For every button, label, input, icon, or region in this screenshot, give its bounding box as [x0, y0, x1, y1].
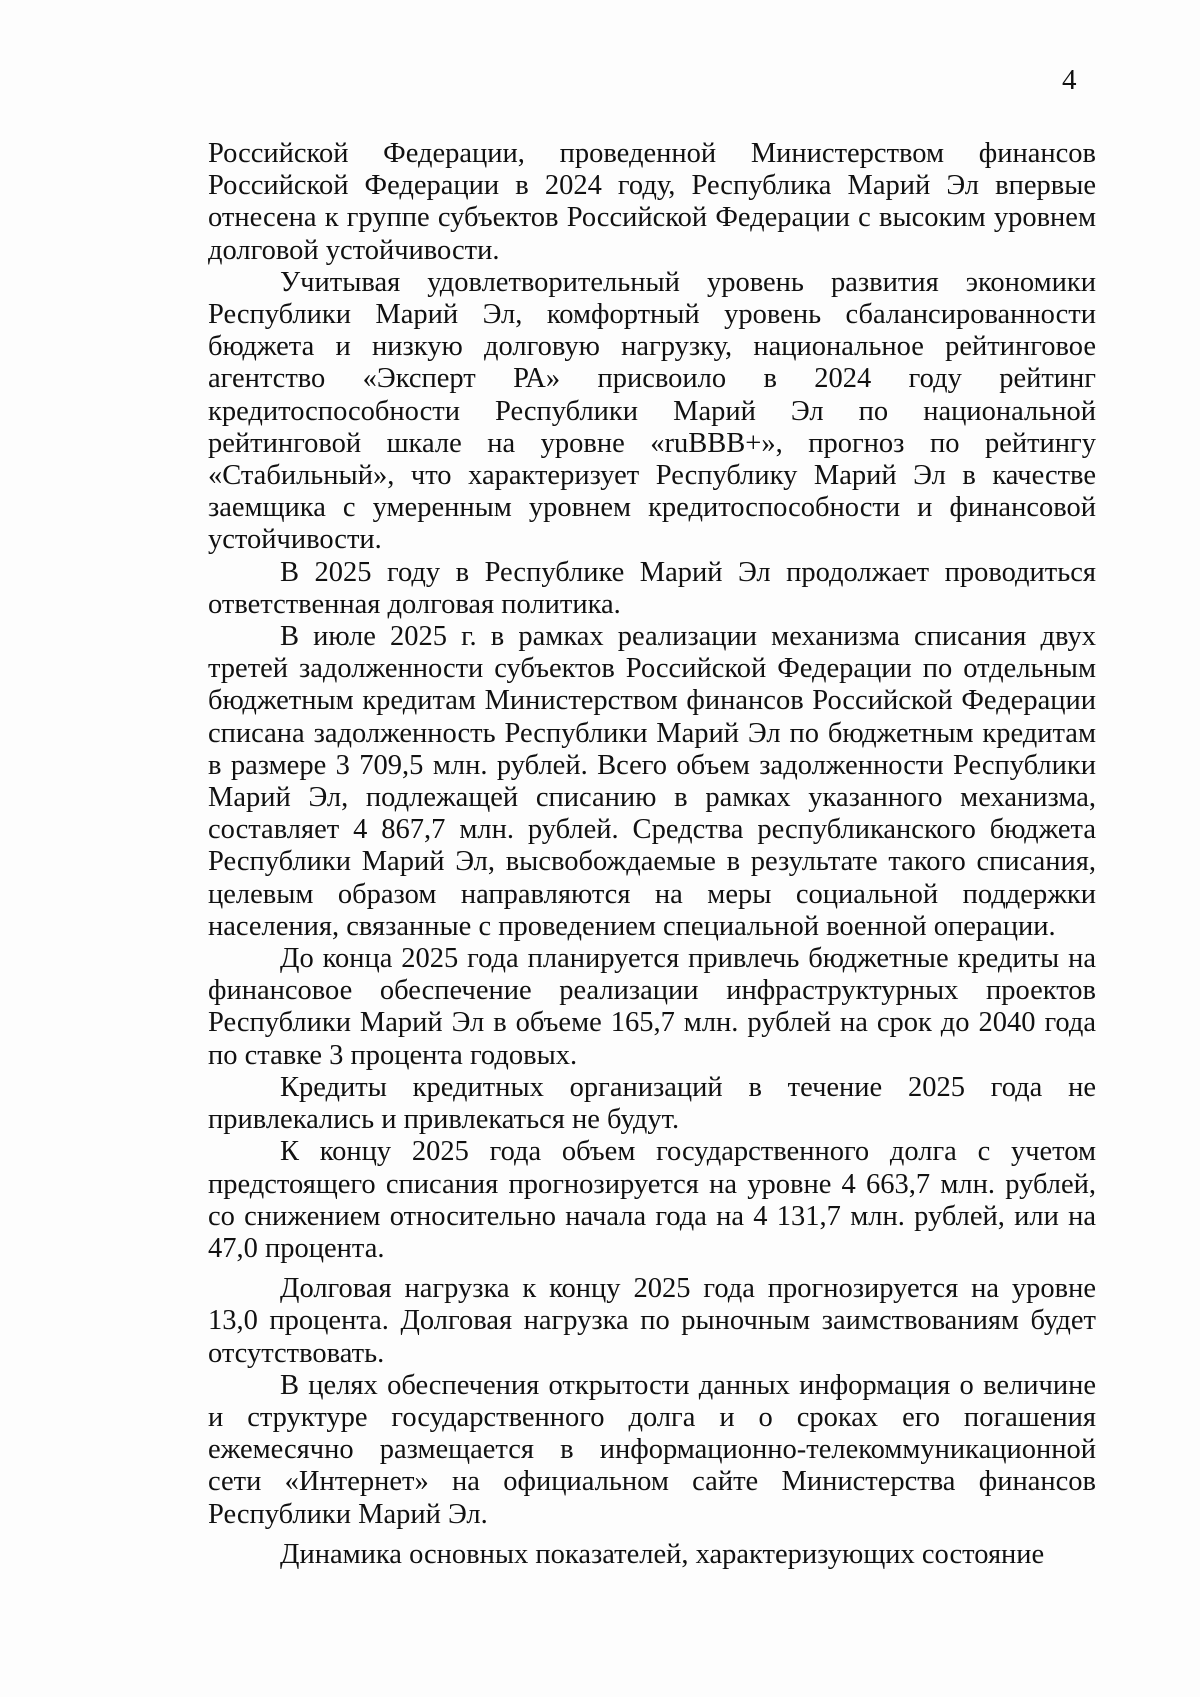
paragraph-debt-policy: В 2025 году в Республике Марий Эл продолжает проводиться ответственная долговая политика.: [208, 556, 1096, 620]
paragraph-indicator-dynamics: Динамика основных показателей, характеризующих состояние: [280, 1538, 1045, 1570]
paragraph-commercial-credits: Кредиты кредитных организаций в течение 2025 года не привлекались и привлекаться не будут.: [208, 1071, 1096, 1136]
paragraph-credit-rating: Учитывая удовлетворительный уровень развития экономики Республики Марий Эл, комфортный уровень сбалансированности бюджета и низкую долговую нагрузку, национальное рейтинговое агентство «Эксперт РА» присвоило в 2024 году рейтинг кредитоспособности Республики Марий Эл по национальной рейтинговой шкале на уровне «ruBBB+», прогноз по рейтингу «Стабильный», что характеризует Республику Марий Эл в качестве заемщика с умеренным уровнем кредитоспособности и финансовой устойчивости.: [208, 266, 1096, 556]
paragraph-data-transparency: В целях обеспечения открытости данных информация о величине и структуре государственного долга и о сроках его погашения ежемесячно размещается в информационно-телекоммуникационной сети «Интернет» на официальном сайте Министерства финансов Республики Марий Эл.: [208, 1369, 1096, 1530]
paragraph-debt-stability-assessment: Российской Федерации, проведенной Министерством финансов Российской Федерации в 2024 году, Республика Марий Эл впервые отнесена к группе субъектов Российской Федерации с высоким уровнем долговой устойчивости.: [208, 138, 1096, 266]
paragraph-budget-credits: До конца 2025 года планируется привлечь бюджетные кредиты на финансовое обеспечение реализации инфраструктурных проектов Республики Марий Эл в объеме 165,7 млн. рублей на срок до 2040 года по ставке 3 процента годовых.: [208, 943, 1096, 1071]
page-number: 4: [1062, 64, 1077, 96]
paragraph-debt-write-off: В июле 2025 г. в рамках реализации механизма списания двух третей задолженности субъектов Российской Федерации по отдельным бюджетным кредитам Министерством финансов Российской Федерации списана задолженность Республики Марий Эл по бюджетным кредитам в размере 3 709,5 млн. рублей. Всего объем задолженности Республики Марий Эл, подлежащей списанию в рамках указанного механизма, составляет 4 867,7 млн. рублей. Средства республиканского бюджета Республики Марий Эл, высвобождаемые в результате такого списания, целевым образом направляются на меры социальной поддержки населения, связанные с проведением специальной военной операции.: [208, 621, 1096, 942]
paragraph-state-debt-forecast: К концу 2025 года объем государственного долга с учетом предстоящего списания прогнозируется на уровне 4 663,7 млн. рублей, со снижением относительно начала года на 4 131,7 млн. рублей, или на 47,0 процента.: [208, 1136, 1096, 1264]
paragraph-debt-burden: Долговая нагрузка к концу 2025 года прогнозируется на уровне 13,0 процента. Долговая нагрузка по рыночным заимствованиям будет отсутствовать.: [208, 1273, 1096, 1369]
document-body: [208, 138, 1096, 1571]
